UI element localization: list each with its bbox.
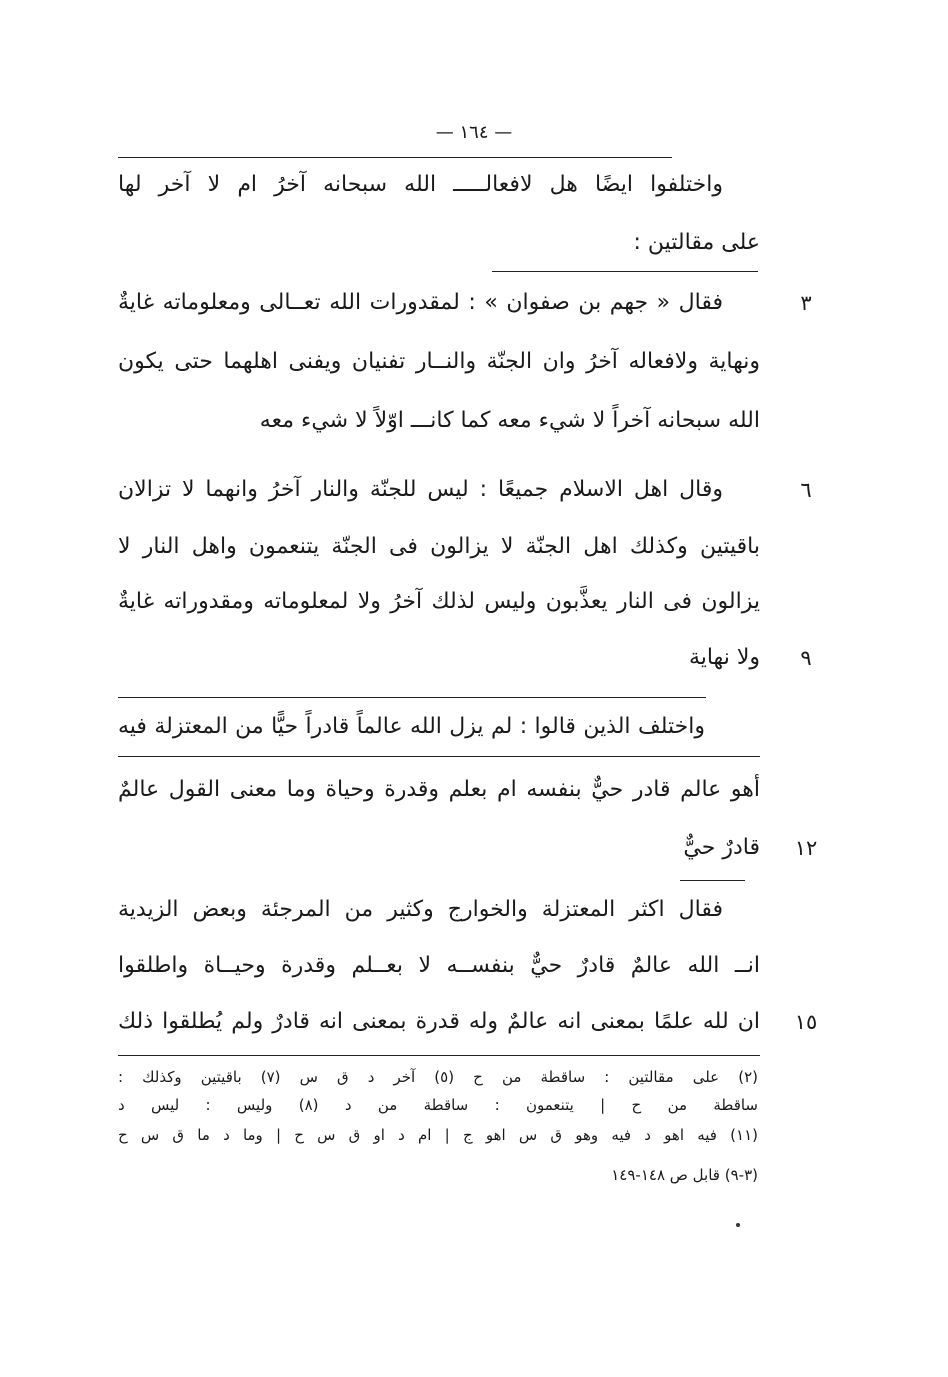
text-line: ونهاية ولافعاله آخرُ وان الجنّة والنــار تفنيان ويفنى اهلهما حتى يكون — [118, 349, 760, 374]
footnote-line: (١١) فيه اهو د فيه وهو ق س اهو ج | ام د او ق س ح | وما د ما ق س ح — [118, 1126, 758, 1144]
ink-speck — [736, 1223, 740, 1227]
text-line: باقيتين وكذلك اهل الجنّة لا يزالون فى الجنّة يتنعمون واهل النار لا — [118, 534, 760, 559]
text-line: أهو عالم قادر حيٌّ بنفسه ام بعلم وقدرة وحياة وما معنى القول عالمٌ — [118, 777, 760, 802]
line-number: ١٥ — [794, 1010, 818, 1034]
section-rule — [492, 271, 758, 272]
line-number: ٩ — [800, 646, 812, 670]
text-line: فقال « جهم بن صفوان » : لمقدورات الله تعــالى ومعلوماته غايةٌ — [118, 290, 723, 315]
text-line: ان لله علمًا بمعنى انه عالمٌ وله قدرة بمعنى انه قادرٌ ولم يُطلقوا ذلك — [118, 1009, 760, 1034]
text-line: على مقالتين : — [633, 230, 760, 255]
section-rule — [118, 697, 706, 698]
text-line: فقال اكثر المعتزلة والخوارج وكثير من المرجئة وبعض الزيدية — [118, 897, 723, 922]
header-rule — [118, 157, 672, 158]
text-line: ولا نهاية — [688, 645, 760, 670]
footnote-line: (٣-٩) قابل ص ١٤٨-١٤٩ — [611, 1166, 758, 1184]
footnote-line: (٢) على مقالتين : ساقطة من ح (٥) آخر د ق س (٧) باقيتين وكذلك : — [118, 1068, 758, 1086]
text-line: واختلف الذين قالوا : لم يزل الله عالماً قادراً حيًّا من المعتزلة فيه — [118, 714, 705, 739]
text-line: قادرٌ حيٌّ — [683, 835, 760, 860]
footnote-rule — [118, 1055, 760, 1056]
line-number: ١٢ — [794, 836, 818, 860]
page-number: — ١٦٤ — — [435, 122, 513, 143]
text-line: وقال اهل الاسلام جميعًا : ليس للجنّة والنار آخرُ وانهما لا تزالان — [118, 477, 723, 502]
text-line: انــ الله عالمٌ قادرٌ حيٌّ بنفســه لا بعــلم وقدرة وحيــاة واطلقوا — [118, 953, 760, 978]
section-rule — [118, 756, 760, 757]
line-number: ٣ — [800, 291, 812, 315]
line-number: ٦ — [800, 478, 812, 502]
footnote-line: ساقطة من ح | يتنعمون : ساقطة من د (٨) وليس : ليس د — [118, 1096, 759, 1114]
section-rule — [680, 880, 745, 881]
text-line: الله سبحانه آخراً لا شيء معه كما كانـــ اوّلاً لا شيء معه — [259, 408, 760, 433]
text-line: يزالون فى النار يعذَّبون وليس لذلك آخرُ ولا لمعلوماته ومقدوراته غايةٌ — [118, 589, 760, 614]
text-line: واختلفوا ايضًا هل لافعالـــــ الله سبحانه آخرُ ام لا آخر لها — [118, 172, 723, 197]
